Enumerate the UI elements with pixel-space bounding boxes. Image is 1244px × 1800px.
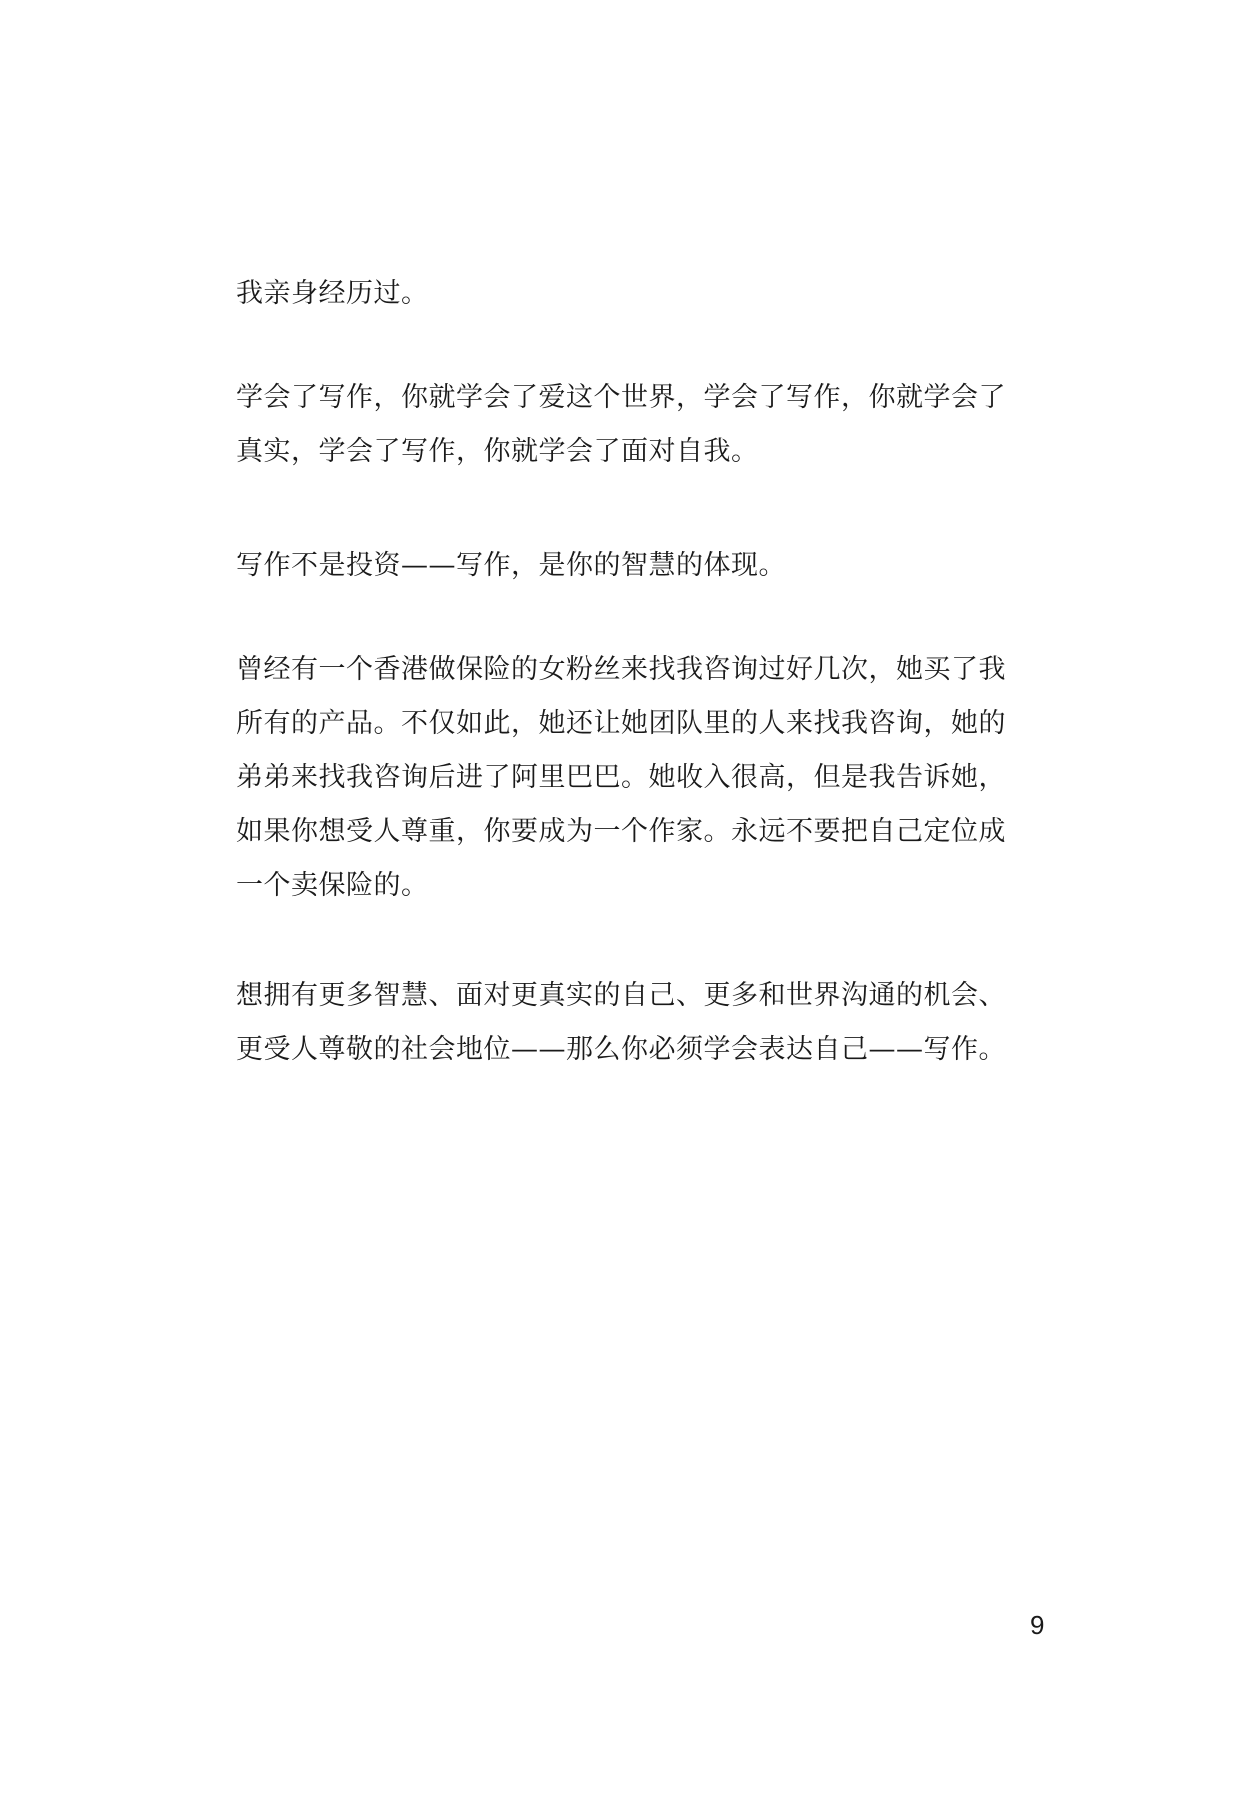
text-line: 曾经有一个香港做保险的女粉丝来找我咨询过好几次，她买了我: [236, 654, 1006, 685]
text-line: 如果你想受人尊重，你要成为一个作家。永远不要把自己定位成: [236, 816, 1006, 847]
text-line: 一个卖保险的。: [236, 870, 429, 901]
text-line: 想拥有更多智慧、面对更真实的自己、更多和世界沟通的机会、: [236, 980, 1006, 1011]
text-line: 弟弟来找我咨询后进了阿里巴巴。她收入很高，但是我告诉她，: [236, 762, 1006, 793]
text-line: 所有的产品。不仅如此，她还让她团队里的人来找我咨询，她的: [236, 708, 1006, 739]
text-line: 更受人尊敬的社会地位——那么你必须学会表达自己——写作。: [236, 1034, 1006, 1065]
text-line: 我亲身经历过。: [236, 278, 429, 309]
page-number: 9: [1030, 1610, 1045, 1640]
text-line: 学会了写作，你就学会了爱这个世界，学会了写作，你就学会了: [236, 382, 1006, 413]
text-line: 写作不是投资——写作，是你的智慧的体现。: [236, 550, 786, 581]
text-line: 真实，学会了写作，你就学会了面对自我。: [236, 436, 759, 467]
